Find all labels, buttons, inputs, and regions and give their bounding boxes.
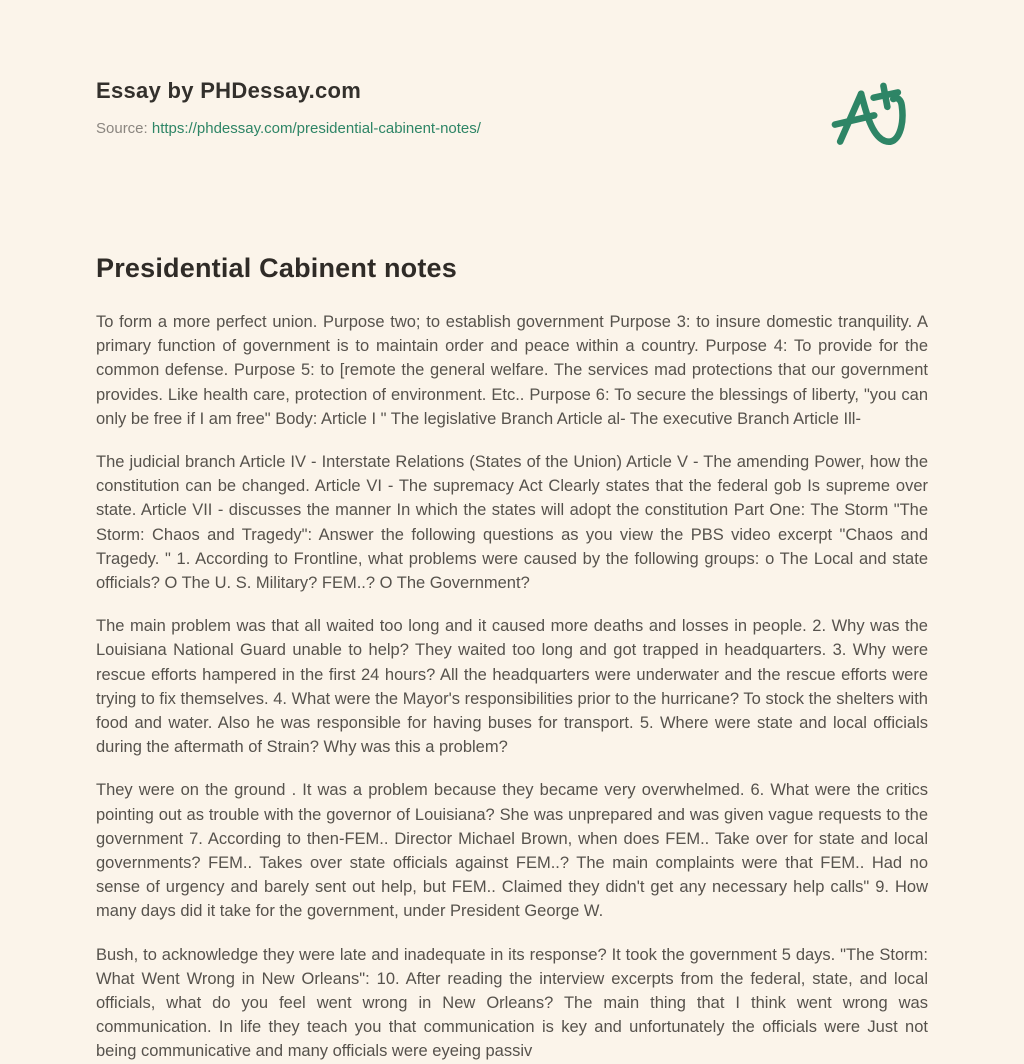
site-title: Essay by PHDessay.com (96, 78, 362, 103)
essay-paragraph: They were on the ground . It was a problem because they became very overwhelmed. 6. What were the critics pointing out as trouble with the governor of Louisiana? She was unprepared and was given vague requests to the government 7. According to then-FEM.. Director Michael Brown, when does FEM.. Take over for state and local governments? FEM.. Takes over state officials against FEM..? The main complaints were that FEM.. Had no sense of urgency and barely sent out help, but FEM.. Claimed they didn't get any necessary help calls" 9. How many days did it take for the government, under President George W. (96, 781, 928, 921)
source-label: Source: (96, 120, 148, 137)
page-header (96, 0, 928, 166)
a-plus-logo-icon (810, 70, 928, 166)
essay-body (96, 310, 928, 1064)
essay-paragraph: To form a more perfect union. Purpose two; to establish government Purpose 3: to insure domestic tranquility. A primary function of government is to maintain order and peace within a country. Purpose 4: To provide for the common defense. Purpose 5: to [remote the general welfare. The services mad protections that our government provides. Like health care, protection of environment. Etc.. Purpose 6: To secure the blessings of liberty, "you can only be free if I am free" Body: Article I " The legislative Branch Article al- The executive Branch Article Ill- (96, 313, 928, 428)
header-text-block (96, 78, 481, 137)
source-link[interactable]: https://phdessay.com/presidential-cabinent-notes/ (151, 120, 481, 137)
essay-paragraph: The judicial branch Article IV - Interstate Relations (States of the Union) Article V - The amending Power, how the constitution can be changed. Article VI - The supremacy Act Clearly states that the federal gob Is supreme over state. Article VII - discusses the manner In which the states will adopt the constitution Part One: The Storm "The Storm: Chaos and Tragedy": Answer the following questions as you view the PBS video excerpt "Chaos and Tragedy. " 1. According to Frontline, what problems were caused by the following groups: o The Local and state officials? O The U. S. Military? FEM..? O The Government? (96, 453, 928, 593)
essay-paragraph: The main problem was that all waited too long and it caused more deaths and losses in people. 2. Why was the Louisiana National Guard unable to help? They waited too long and got trapped in headquarters. 3. Why were rescue efforts hampered in the first 24 hours? All the headquarters were underwater and the rescue efforts were trying to fix themselves. 4. What were the Mayor's responsibilities prior to the hurricane? To stock the shelters with food and water. Also he was responsible for having buses for transport. 5. Where were state and local officials during the aftermath of Strain? Why was this a problem? (96, 617, 928, 757)
source-line (96, 120, 481, 137)
essay-title: Presidential Cabinent notes (96, 253, 457, 283)
essay-paragraph: Bush, to acknowledge they were late and inadequate in its response? It took the government 5 days. "The Storm: What Went Wrong in New Orleans": 10. After reading the interview excerpts from the federal, state, and local officials, what do you feel went wrong in New Orleans? The main thing that I think went wrong was communication. In life they teach you that communication is key and unfortunately the officials were Just not being communicative and many officials were eyeing passiv (96, 945, 928, 1061)
